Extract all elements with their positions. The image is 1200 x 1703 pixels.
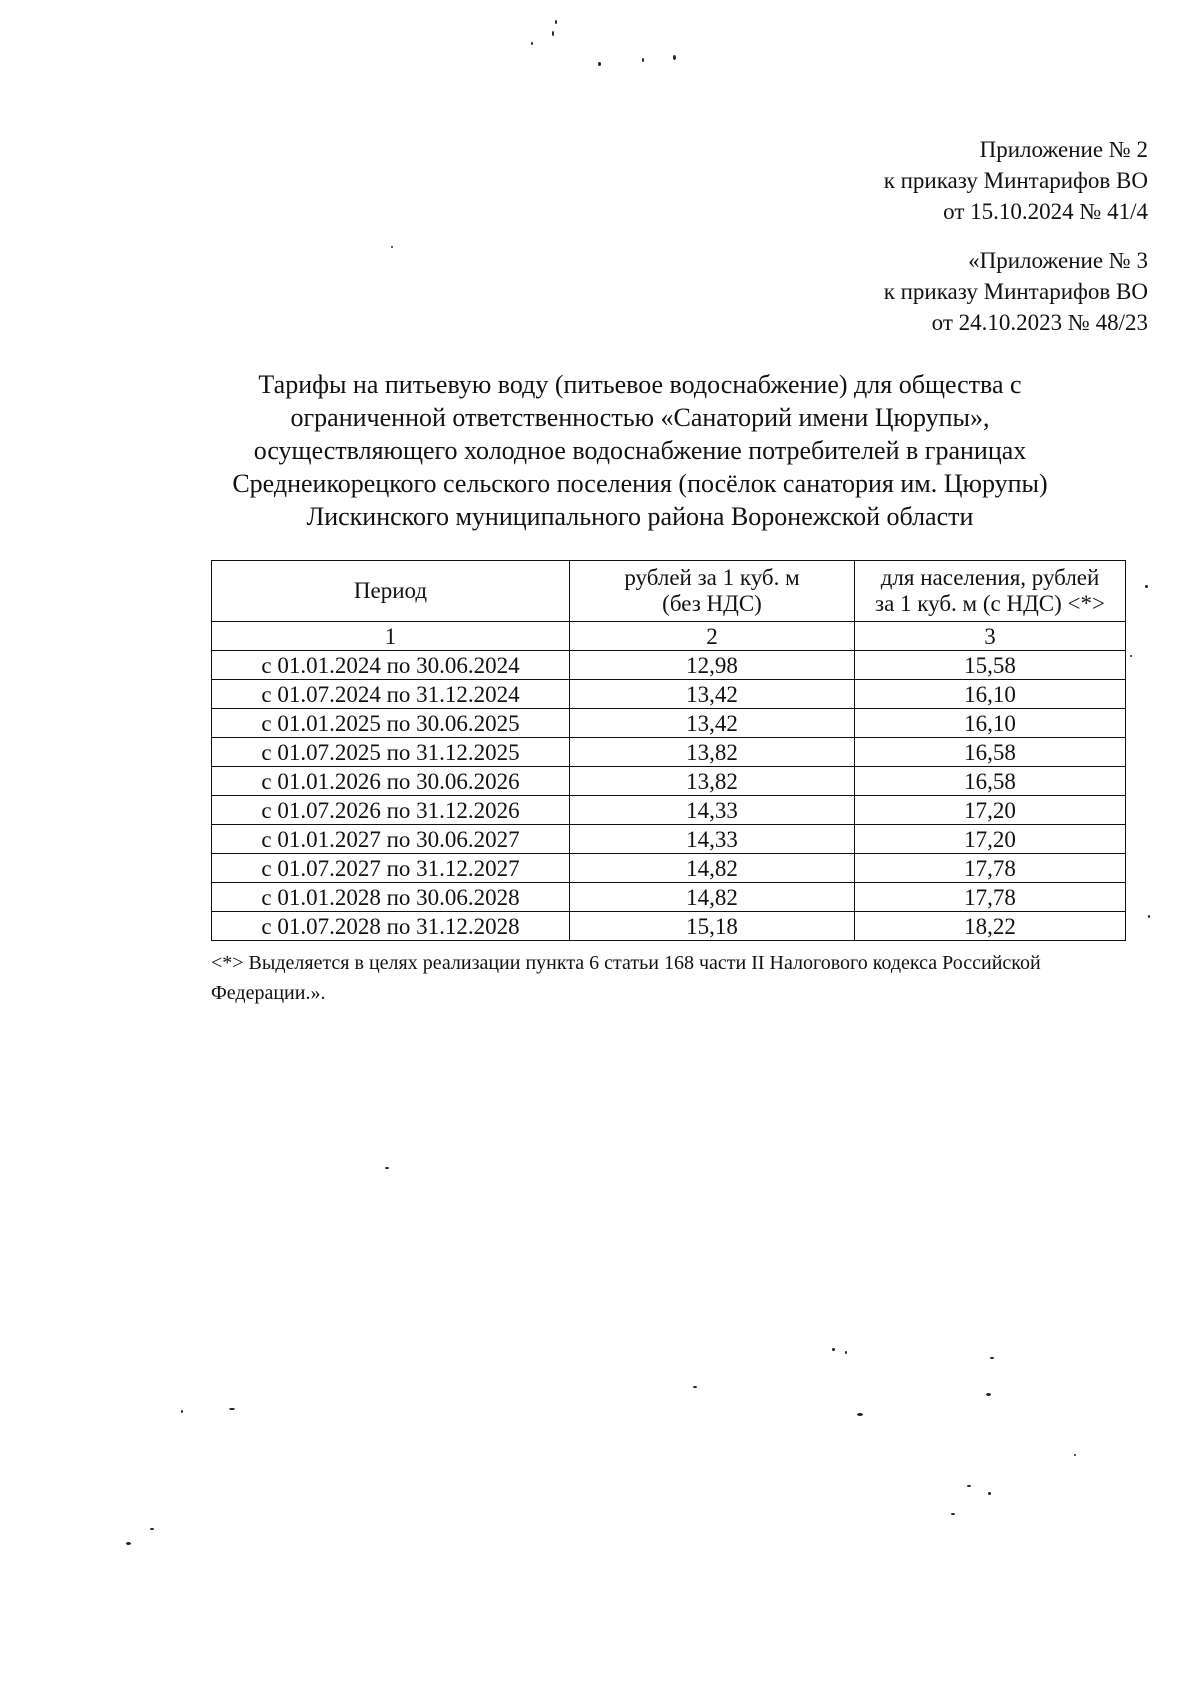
- header-period: Период: [212, 561, 570, 622]
- table-row: [212, 825, 1126, 854]
- scan-speck: [385, 1167, 389, 1169]
- cell-period: с 01.01.2026 по 30.06.2026: [212, 767, 570, 796]
- cell-period: с 01.01.2027 по 30.06.2027: [212, 825, 570, 854]
- scan-speck: [990, 1357, 994, 1359]
- cell-period: с 01.07.2026 по 31.12.2026: [212, 796, 570, 825]
- header-line: рублей за 1 куб. м: [624, 565, 800, 590]
- column-number: 1: [212, 622, 570, 651]
- title-line: осуществляющего холодное водоснабжение потребителей в границах: [253, 436, 1027, 465]
- table-row: [212, 680, 1126, 709]
- cell-period: с 01.01.2024 по 30.06.2024: [212, 651, 570, 680]
- annex-order-ref: к приказу Минтарифов ВО: [883, 279, 1148, 304]
- table-row: [212, 709, 1126, 738]
- cell-no-vat: 14,33: [570, 796, 855, 825]
- cell-population: 17,78: [855, 883, 1126, 912]
- scan-speck: [1074, 1454, 1076, 1456]
- cell-no-vat: 13,82: [570, 767, 855, 796]
- scan-speck: [845, 1351, 847, 1354]
- table-row: [212, 767, 1126, 796]
- table-row: [212, 912, 1126, 941]
- table-row: [212, 738, 1126, 767]
- annex-order-date: от 24.10.2023 № 48/23: [931, 310, 1148, 335]
- cell-population: 16,58: [855, 738, 1126, 767]
- cell-period: с 01.01.2025 по 30.06.2025: [212, 709, 570, 738]
- cell-period: с 01.07.2028 по 31.12.2028: [212, 912, 570, 941]
- annex-order-date: от 15.10.2024 № 41/4: [943, 199, 1148, 224]
- table-header-row: [212, 561, 1126, 622]
- scan-speck: [126, 1542, 131, 1545]
- scan-speck: [832, 1348, 835, 1351]
- annex-number: «Приложение № 3: [968, 248, 1148, 273]
- scan-speck: [693, 1386, 697, 1388]
- column-number: 3: [855, 622, 1126, 651]
- scan-speck: [673, 55, 676, 60]
- cell-no-vat: 14,82: [570, 883, 855, 912]
- scan-speck: [642, 58, 644, 62]
- document-title: [140, 368, 1140, 533]
- cell-no-vat: 13,42: [570, 680, 855, 709]
- header-line: (без НДС): [662, 591, 762, 616]
- scan-speck: [857, 1413, 863, 1416]
- cell-period: с 01.07.2027 по 31.12.2027: [212, 854, 570, 883]
- footnote-line: Федерации.».: [211, 982, 326, 1004]
- scan-speck: [598, 62, 601, 66]
- footnote: [211, 948, 1146, 1008]
- scan-speck: [1148, 915, 1150, 918]
- cell-no-vat: 14,33: [570, 825, 855, 854]
- table-row: [212, 854, 1126, 883]
- scan-speck: [531, 42, 533, 45]
- cell-population: 17,20: [855, 825, 1126, 854]
- header-price-no-vat: [570, 561, 855, 622]
- annex-header-current: [884, 134, 1148, 227]
- scan-speck: [181, 1410, 183, 1413]
- cell-no-vat: 13,42: [570, 709, 855, 738]
- header-price-population: [855, 561, 1126, 622]
- cell-period: с 01.07.2025 по 31.12.2025: [212, 738, 570, 767]
- table-row: [212, 651, 1126, 680]
- scan-speck: [555, 20, 557, 24]
- footnote-line: <*> Выделяется в целях реализации пункта 6 статьи 168 части II Налогового кодекса Российской: [211, 952, 1041, 974]
- title-line: Среднеикорецкого сельского поселения (посёлок санатория им. Цюрупы): [232, 469, 1048, 498]
- annex-number: Приложение № 2: [979, 137, 1148, 162]
- cell-population: 16,10: [855, 709, 1126, 738]
- title-line: ограниченной ответственностью «Санаторий имени Цюрупы»,: [290, 403, 990, 432]
- cell-population: 17,20: [855, 796, 1126, 825]
- scan-speck: [986, 1393, 991, 1396]
- tariffs-table: [211, 560, 1126, 941]
- scan-speck: [1145, 585, 1148, 588]
- scan-speck: [150, 1528, 154, 1530]
- column-number: 2: [570, 622, 855, 651]
- cell-population: 18,22: [855, 912, 1126, 941]
- cell-no-vat: 13,82: [570, 738, 855, 767]
- cell-period: с 01.07.2024 по 31.12.2024: [212, 680, 570, 709]
- scan-speck: [552, 31, 554, 36]
- scan-speck: [391, 246, 393, 248]
- cell-no-vat: 12,98: [570, 651, 855, 680]
- cell-no-vat: 15,18: [570, 912, 855, 941]
- table-row: [212, 883, 1126, 912]
- scan-speck: [951, 1513, 955, 1515]
- table-row: [212, 796, 1126, 825]
- scan-speck: [229, 1408, 235, 1410]
- title-line: Лискинского муниципального района Воронежской области: [306, 502, 974, 531]
- cell-no-vat: 14,82: [570, 854, 855, 883]
- cell-population: 16,10: [855, 680, 1126, 709]
- cell-population: 17,78: [855, 854, 1126, 883]
- scan-speck: [967, 1485, 971, 1487]
- annex-order-ref: к приказу Минтарифов ВО: [883, 168, 1148, 193]
- cell-period: с 01.01.2028 по 30.06.2028: [212, 883, 570, 912]
- header-line: для населения, рублей: [880, 565, 1100, 590]
- column-number-row: [212, 622, 1126, 651]
- cell-population: 16,58: [855, 767, 1126, 796]
- cell-population: 15,58: [855, 651, 1126, 680]
- scan-speck: [988, 1492, 991, 1495]
- scan-speck: [1130, 655, 1132, 657]
- title-line: Тарифы на питьевую воду (питьевое водоснабжение) для общества с: [258, 370, 1022, 399]
- annex-header-previous: [884, 245, 1148, 338]
- header-line: за 1 куб. м (с НДС) <*>: [875, 591, 1105, 616]
